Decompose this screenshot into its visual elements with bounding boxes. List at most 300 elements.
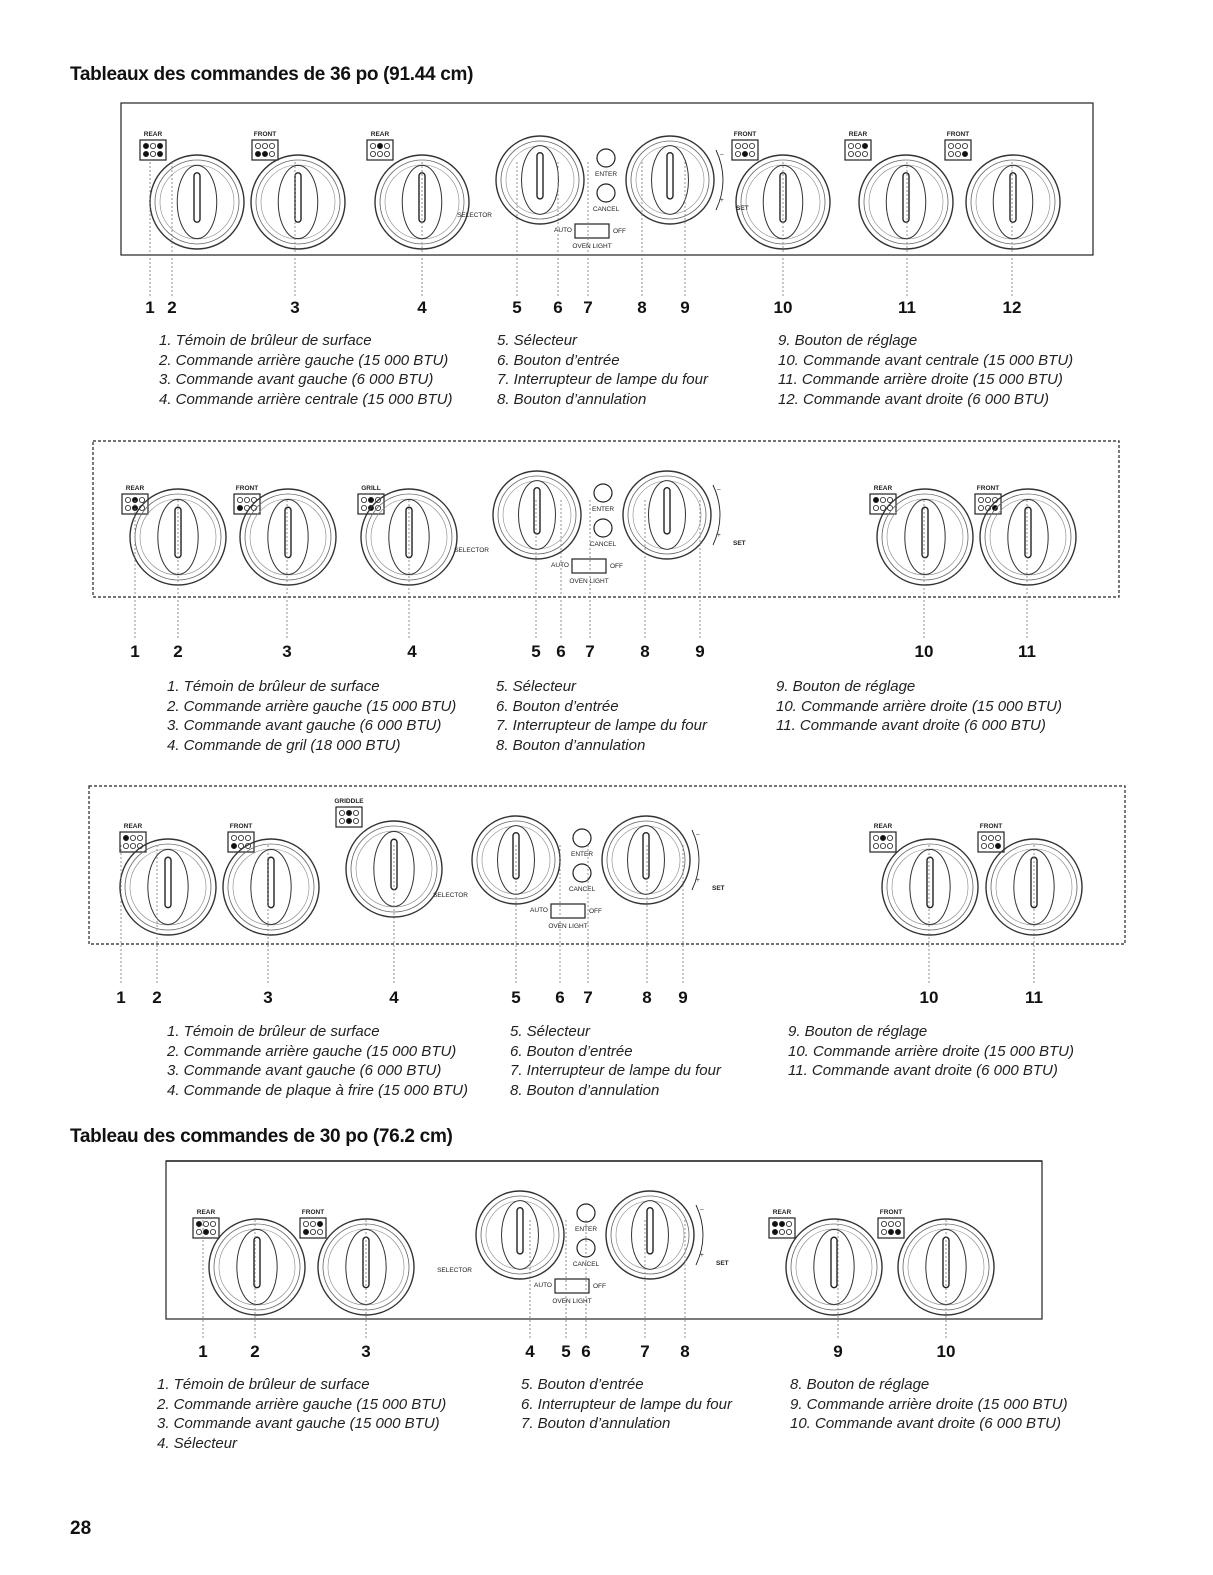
legend-item: 7. Interrupteur de lampe du four (496, 717, 707, 735)
legend-item: 6. Bouton d’entrée (510, 1042, 633, 1060)
auto-label: AUTO (551, 562, 569, 569)
legend-item: 8. Bouton de réglage (790, 1376, 930, 1393)
indicator-dot (384, 151, 389, 156)
indicator-dot (150, 151, 155, 156)
legend-item: 11. Commande avant droite (6 000 BTU) (776, 717, 1046, 735)
indicator-dot (353, 810, 358, 815)
legend-item: 10. Commande avant droite (6 000 BTU) (790, 1415, 1061, 1433)
legend-column (776, 677, 1062, 736)
callout-number: 4 (417, 298, 427, 317)
legend-item: 1. Témoin de brûleur de surface (159, 332, 372, 349)
indicator-dot (888, 1221, 893, 1226)
set-label: SET (736, 205, 749, 212)
cancel-button (594, 519, 612, 537)
callout-number: 1 (145, 298, 155, 317)
oven-light-switch (575, 224, 609, 238)
callout-number: 1 (116, 988, 126, 1007)
auto-label: AUTO (554, 227, 572, 234)
indicator-dot (231, 843, 236, 848)
callout-number: 2 (173, 642, 183, 661)
enter-button (597, 149, 615, 167)
indicator-dot (995, 835, 1000, 840)
cancel-button (597, 184, 615, 202)
legend-column (788, 1022, 1074, 1081)
indicator-dot (880, 835, 885, 840)
indicator-dot (988, 835, 993, 840)
callout-number: 6 (555, 988, 565, 1007)
minus-label: – (696, 831, 700, 838)
indicator-dot (377, 151, 382, 156)
indicator-dot (735, 151, 740, 156)
legend-item: 9. Bouton de réglage (788, 1023, 928, 1040)
burner-indicator (140, 140, 166, 160)
legend-item: 6. Interrupteur de lampe du four (521, 1395, 732, 1413)
enter-label: ENTER (574, 1226, 598, 1233)
callout-number: 4 (389, 988, 399, 1007)
indicator-dot (848, 151, 853, 156)
enter-label: ENTER (594, 171, 618, 178)
auto-label: AUTO (530, 907, 548, 914)
indicator-dot (887, 843, 892, 848)
minus-label: – (700, 1206, 704, 1213)
indicator-dot (143, 143, 148, 148)
legend-item: 2. Commande arrière gauche (15 000 BTU) (159, 351, 449, 369)
legend-item: 4. Sélecteur (157, 1434, 238, 1452)
indicator-dot (981, 843, 986, 848)
indicator-dot (310, 1221, 315, 1226)
legend-item: 8. Bouton d’annulation (496, 736, 646, 754)
indicator-dot (125, 505, 130, 510)
indicator-label: GRILL (361, 485, 381, 492)
indicator-dot (303, 1229, 308, 1234)
indicator-dot (210, 1221, 215, 1226)
indicator-dot (210, 1229, 215, 1234)
callout-number: 6 (581, 1342, 591, 1361)
indicator-dot (368, 497, 373, 502)
indicator-dot (255, 151, 260, 156)
heading-36-inch: Tableaux des commandes de 36 po (91.44 cm) (70, 64, 474, 85)
callout-number: 2 (167, 298, 177, 317)
control-panel-diagram-1 (120, 102, 1095, 302)
indicator-dot (742, 143, 747, 148)
indicator-dot (196, 1229, 201, 1234)
indicator-label: REAR (772, 1209, 792, 1216)
legend-item: 12. Commande avant droite (6 000 BTU) (778, 390, 1049, 408)
knob-pointer (1010, 173, 1016, 222)
oven-light-label: OVEN LIGHT (569, 578, 609, 585)
legend-item: 5. Sélecteur (496, 678, 577, 695)
callout-number: 11 (898, 298, 916, 317)
indicator-dot (339, 818, 344, 823)
legend-item: 9. Commande arrière droite (15 000 BTU) (790, 1395, 1068, 1413)
indicator-dot (895, 1221, 900, 1226)
knob-pointer (831, 1237, 837, 1287)
indicator-dot (150, 143, 155, 148)
knob-pointer (268, 857, 274, 907)
legend-column (790, 1375, 1068, 1434)
indicator-label: FRONT (946, 131, 970, 138)
indicator-dot (873, 843, 878, 848)
page-number: 28 (70, 1518, 92, 1539)
indicator-dot (130, 835, 135, 840)
selector-label: SELECTOR (433, 892, 468, 899)
indicator-dot (888, 1229, 893, 1234)
control-panel-diagram-3 (88, 785, 1128, 985)
indicator-dot (948, 151, 953, 156)
knob-pointer (194, 173, 200, 222)
callout-number: 7 (583, 988, 593, 1007)
indicator-dot (873, 505, 878, 510)
indicator-dot (125, 497, 130, 502)
callout-number: 11 (1025, 988, 1043, 1007)
indicator-dot (231, 835, 236, 840)
selector-label: SELECTOR (457, 212, 492, 219)
indicator-dot (881, 1229, 886, 1234)
indicator-dot (377, 143, 382, 148)
enter-label: ENTER (570, 851, 594, 858)
auto-label: AUTO (534, 1282, 552, 1289)
legend-item: 8. Bouton d’annulation (510, 1081, 660, 1099)
control-panel-diagram-4 (165, 1160, 1045, 1345)
knob-pointer (534, 488, 540, 534)
callout-number: 1 (198, 1342, 208, 1361)
indicator-label: GRIDDLE (334, 798, 364, 805)
set-label: SET (733, 540, 746, 547)
indicator-label: FRONT (979, 823, 1003, 830)
legend-item: 7. Interrupteur de lampe du four (510, 1062, 721, 1080)
knob-pointer (664, 488, 670, 534)
knob-pointer (903, 173, 909, 222)
indicator-dot (862, 151, 867, 156)
legend-item: 4. Commande arrière centrale (15 000 BTU) (159, 390, 453, 408)
legend-item: 2. Commande arrière gauche (15 000 BTU) (167, 697, 457, 715)
indicator-dot (203, 1221, 208, 1226)
burner-indicator (336, 807, 362, 827)
indicator-dot (384, 143, 389, 148)
burner-indicator (732, 140, 758, 160)
indicator-dot (988, 843, 993, 848)
plus-label: + (717, 532, 721, 539)
indicator-label: FRONT (301, 1209, 325, 1216)
plus-label: + (720, 197, 724, 204)
enter-button (577, 1204, 595, 1222)
callout-number: 2 (250, 1342, 260, 1361)
indicator-dot (317, 1229, 322, 1234)
indicator-dot (948, 143, 953, 148)
callout-number: 10 (936, 1342, 956, 1361)
legend-column (497, 331, 708, 409)
indicator-dot (130, 843, 135, 848)
indicator-dot (238, 835, 243, 840)
indicator-dot (143, 151, 148, 156)
callout-number: 3 (361, 1342, 371, 1361)
indicator-dot (880, 843, 885, 848)
indicator-dot (848, 143, 853, 148)
callout-number: 4 (525, 1342, 535, 1361)
indicator-dot (772, 1221, 777, 1226)
indicator-dot (855, 143, 860, 148)
selector-label: SELECTOR (454, 547, 489, 554)
oven-light-label: OVEN LIGHT (572, 243, 612, 250)
indicator-dot (995, 843, 1000, 848)
indicator-dot (303, 1221, 308, 1226)
set-label: SET (716, 1260, 729, 1267)
cancel-label: CANCEL (568, 886, 596, 893)
indicator-dot (361, 505, 366, 510)
oven-light-switch (572, 559, 606, 573)
indicator-dot (862, 143, 867, 148)
legend-column (778, 331, 1073, 409)
legend-item: 5. Sélecteur (510, 1023, 591, 1040)
callout-number: 8 (640, 642, 650, 661)
burner-indicator (945, 140, 971, 160)
callout-number: 5 (511, 988, 521, 1007)
indicator-dot (139, 497, 144, 502)
indicator-dot (262, 143, 267, 148)
oven-light-label: OVEN LIGHT (548, 923, 588, 930)
oven-light-switch (555, 1279, 589, 1293)
indicator-dot (269, 143, 274, 148)
control-panel-diagram-2 (92, 440, 1122, 640)
indicator-dot (981, 835, 986, 840)
callout-number: 5 (531, 642, 541, 661)
legend-item: 1. Témoin de brûleur de surface (167, 1023, 380, 1040)
indicator-dot (317, 1221, 322, 1226)
indicator-label: FRONT (235, 485, 259, 492)
callout-number: 2 (152, 988, 162, 1007)
off-label: OFF (610, 563, 623, 570)
indicator-label: FRONT (976, 485, 1000, 492)
cancel-label: CANCEL (592, 206, 620, 213)
burner-indicator (252, 140, 278, 160)
indicator-dot (855, 151, 860, 156)
indicator-dot (779, 1221, 784, 1226)
burner-indicator (978, 832, 1004, 852)
legend-item: 11. Commande avant droite (6 000 BTU) (788, 1062, 1058, 1080)
legend-item: 10. Commande arrière droite (15 000 BTU) (788, 1042, 1074, 1060)
indicator-label: REAR (370, 131, 390, 138)
burner-indicator (870, 832, 896, 852)
callout-number: 5 (561, 1342, 571, 1361)
legend-item: 4. Commande de gril (18 000 BTU) (167, 736, 401, 754)
indicator-dot (203, 1229, 208, 1234)
knob-pointer (513, 833, 519, 879)
indicator-dot (353, 818, 358, 823)
legend-item: 10. Commande arrière droite (15 000 BTU) (776, 697, 1062, 715)
callout-number: 9 (678, 988, 688, 1007)
indicator-dot (881, 1221, 886, 1226)
indicator-dot (310, 1229, 315, 1234)
knob-pointer (285, 507, 291, 557)
legend-item: 3. Commande avant gauche (6 000 BTU) (167, 1062, 442, 1080)
knob-pointer (165, 857, 171, 907)
callout-number: 10 (919, 988, 939, 1007)
indicator-dot (978, 505, 983, 510)
indicator-dot (269, 151, 274, 156)
callout-number: 8 (642, 988, 652, 1007)
indicator-dot (262, 151, 267, 156)
indicator-dot (370, 143, 375, 148)
indicator-dot (237, 505, 242, 510)
indicator-dot (237, 497, 242, 502)
indicator-dot (880, 497, 885, 502)
knob-pointer (643, 833, 649, 879)
burner-indicator (367, 140, 393, 160)
indicator-dot (735, 143, 740, 148)
indicator-label: REAR (123, 823, 143, 830)
legend-column (521, 1375, 732, 1434)
legend-item: 9. Bouton de réglage (776, 678, 916, 695)
indicator-dot (887, 835, 892, 840)
indicator-dot (955, 151, 960, 156)
indicator-dot (873, 497, 878, 502)
callout-number: 7 (640, 1342, 650, 1361)
knob-pointer (517, 1208, 523, 1254)
indicator-dot (749, 151, 754, 156)
selector-label: SELECTOR (437, 1267, 472, 1274)
legend-item: 3. Commande avant gauche (6 000 BTU) (159, 371, 434, 389)
legend-item: 9. Bouton de réglage (778, 332, 918, 349)
indicator-label: REAR (873, 823, 893, 830)
indicator-label: REAR (848, 131, 868, 138)
indicator-dot (779, 1229, 784, 1234)
legend-column (159, 331, 452, 409)
minus-label: – (717, 486, 721, 493)
indicator-label: REAR (143, 131, 163, 138)
indicator-dot (985, 497, 990, 502)
callout-number: 11 (1018, 642, 1036, 661)
legend-item: 6. Bouton d’entrée (496, 697, 619, 715)
indicator-dot (873, 835, 878, 840)
indicator-label: REAR (873, 485, 893, 492)
legend-item: 8. Bouton d’annulation (497, 390, 647, 408)
callout-number: 3 (263, 988, 273, 1007)
burner-indicator (193, 1218, 219, 1238)
indicator-dot (123, 835, 128, 840)
indicator-dot (978, 497, 983, 502)
plus-label: + (696, 877, 700, 884)
callout-number: 6 (553, 298, 563, 317)
set-label: SET (712, 885, 725, 892)
indicator-dot (157, 143, 162, 148)
oven-light-label: OVEN LIGHT (552, 1298, 592, 1305)
callout-number: 10 (914, 642, 934, 661)
indicator-dot (196, 1221, 201, 1226)
indicator-dot (255, 143, 260, 148)
minus-label: – (720, 151, 724, 158)
indicator-dot (339, 810, 344, 815)
indicator-dot (786, 1229, 791, 1234)
knob-pointer (537, 153, 543, 199)
indicator-label: FRONT (253, 131, 277, 138)
knob-pointer (647, 1208, 653, 1254)
enter-button (573, 829, 591, 847)
indicator-dot (742, 151, 747, 156)
indicator-dot (895, 1229, 900, 1234)
callout-number: 6 (556, 642, 566, 661)
callout-number: 9 (680, 298, 690, 317)
burner-indicator (845, 140, 871, 160)
legend-item: 11. Commande arrière droite (15 000 BTU) (778, 371, 1063, 389)
indicator-dot (786, 1221, 791, 1226)
off-label: OFF (593, 1283, 606, 1290)
indicator-label: FRONT (879, 1209, 903, 1216)
plus-label: + (700, 1252, 704, 1259)
legend-item: 5. Sélecteur (497, 332, 578, 349)
indicator-dot (123, 843, 128, 848)
burner-indicator (120, 832, 146, 852)
legend-item: 7. Bouton d’annulation (521, 1415, 671, 1433)
legend-item: 2. Commande arrière gauche (15 000 BTU) (157, 1395, 447, 1413)
indicator-dot (137, 835, 142, 840)
cancel-label: CANCEL (572, 1261, 600, 1268)
indicator-dot (962, 143, 967, 148)
off-label: OFF (613, 228, 626, 235)
legend-item: 4. Commande de plaque à frire (15 000 BTU) (167, 1081, 468, 1099)
heading-30-inch: Tableau des commandes de 30 po (76.2 cm) (70, 1126, 453, 1147)
callout-number: 9 (833, 1342, 843, 1361)
knob-pointer (295, 173, 301, 222)
indicator-dot (346, 810, 351, 815)
enter-button (594, 484, 612, 502)
callout-number: 5 (512, 298, 522, 317)
off-label: OFF (589, 908, 602, 915)
knob-pointer (927, 857, 933, 907)
indicator-dot (955, 143, 960, 148)
legend-column (167, 1022, 468, 1100)
indicator-dot (962, 151, 967, 156)
legend-item: 7. Interrupteur de lampe du four (497, 371, 708, 389)
callout-number: 3 (290, 298, 300, 317)
indicator-dot (157, 151, 162, 156)
enter-label: ENTER (591, 506, 615, 513)
cancel-label: CANCEL (589, 541, 617, 548)
indicator-dot (749, 143, 754, 148)
oven-light-switch (551, 904, 585, 918)
indicator-label: REAR (125, 485, 145, 492)
legend-item: 3. Commande avant gauche (6 000 BTU) (167, 717, 442, 735)
indicator-dot (245, 835, 250, 840)
callout-number: 7 (583, 298, 593, 317)
indicator-dot (361, 497, 366, 502)
callout-number: 8 (637, 298, 647, 317)
callout-number: 7 (585, 642, 595, 661)
burner-indicator (358, 494, 384, 514)
indicator-label: REAR (196, 1209, 216, 1216)
callout-number: 3 (282, 642, 292, 661)
legend-item: 5. Bouton d’entrée (521, 1376, 644, 1393)
burner-indicator (870, 494, 896, 514)
legend-item: 10. Commande avant centrale (15 000 BTU) (778, 351, 1074, 369)
legend-column (510, 1022, 721, 1100)
callout-number: 4 (407, 642, 417, 661)
callout-number: 12 (1002, 298, 1022, 317)
legend-column (167, 677, 456, 755)
legend-item: 3. Commande avant gauche (15 000 BTU) (157, 1415, 440, 1433)
knob-pointer (667, 153, 673, 199)
callout-number: 1 (130, 642, 140, 661)
legend-column (496, 677, 707, 755)
indicator-dot (370, 151, 375, 156)
callout-number: 9 (695, 642, 705, 661)
burner-indicator (769, 1218, 795, 1238)
indicator-label: FRONT (733, 131, 757, 138)
callout-number: 10 (773, 298, 793, 317)
legend-item: 1. Témoin de brûleur de surface (167, 678, 380, 695)
knob-pointer (1025, 507, 1031, 557)
indicator-dot (772, 1229, 777, 1234)
knob-pointer (922, 507, 928, 557)
